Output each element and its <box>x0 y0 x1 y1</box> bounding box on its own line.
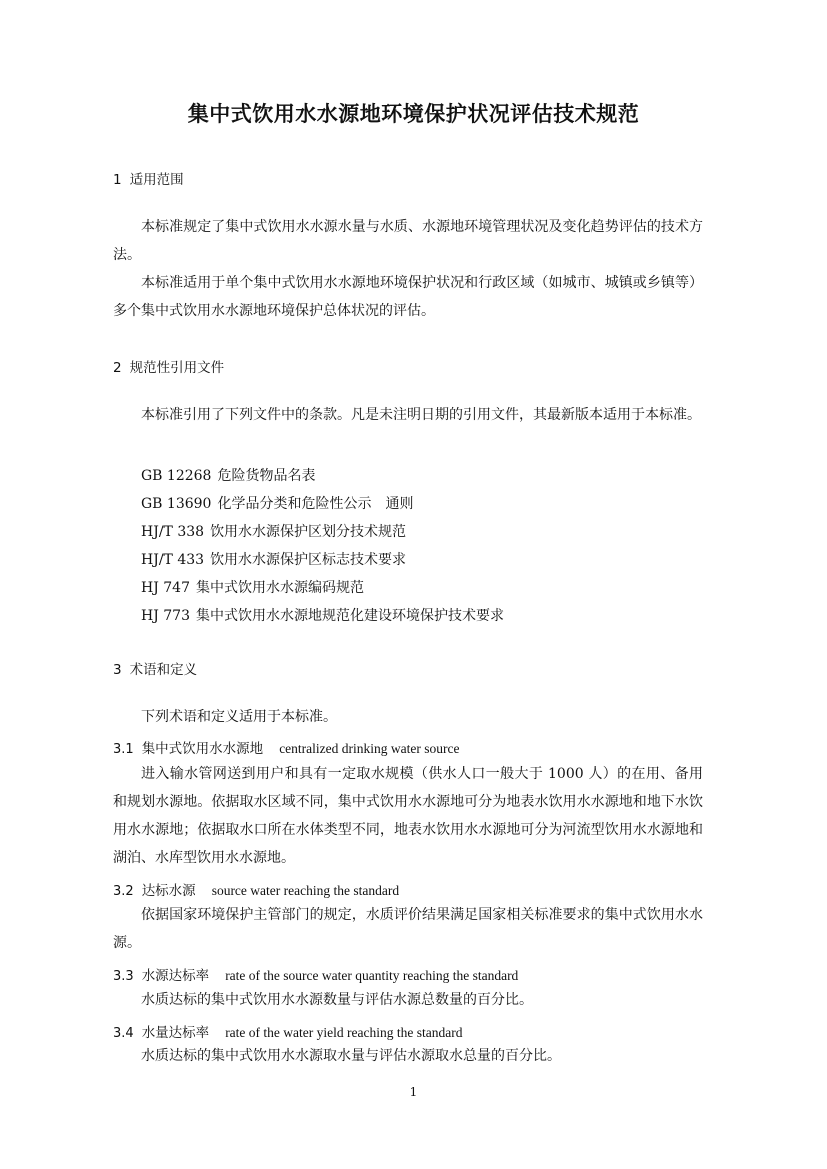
term-english: rate of the water yield reaching the standard <box>225 1025 463 1040</box>
reference-item <box>141 549 406 569</box>
term-chinese: 水量达标率 <box>141 1025 210 1041</box>
reference-code: GB 12268 <box>141 468 212 484</box>
reference-code: GB 13690 <box>141 496 212 512</box>
reference-item <box>141 577 364 597</box>
paragraph: 本标准适用于单个集中式饮用水水源地环境保护状况和行政区域（如城市、城镇或乡镇等）多个集中式饮用水水源地环境保护总体状况的评估。 <box>113 275 703 319</box>
section-number: 1 <box>113 172 122 188</box>
term-definition: 进入输水管网送到用户和具有一定取水规模（供水人口一般大于 1000 人）的在用、备用和规划水源地。依据取水区域不同，集中式饮用水水源地可分为地表水饮用水水源地和地下水饮用水水源地；依据取水口所在水体类型不同，地表水饮用水水源地可分为河流型饮用水水源地和湖泊、水库型饮用水水源地。 <box>113 766 703 866</box>
reference-item <box>141 605 504 625</box>
term-number: 3.3 <box>113 969 134 984</box>
term-number: 3.2 <box>113 884 134 899</box>
reference-code: HJ 773 <box>141 608 190 624</box>
reference-name: 集中式饮用水水源地规范化建设环境保护技术要求 <box>196 608 504 624</box>
term-heading <box>113 879 399 899</box>
term-heading <box>113 737 459 757</box>
term-number: 3.4 <box>113 1026 134 1041</box>
term-heading <box>113 964 518 984</box>
term-definition: 依据国家环境保护主管部门的规定，水质评价结果满足国家相关标准要求的集中式饮用水水源。 <box>113 907 703 951</box>
section-title: 术语和定义 <box>129 662 198 678</box>
reference-item <box>141 465 315 485</box>
section-title: 适用范围 <box>129 172 184 188</box>
term-english: rate of the source water quantity reaching the standard <box>225 968 519 983</box>
paragraph: 下列术语和定义适用于本标准。 <box>141 709 337 725</box>
section-title: 规范性引用文件 <box>129 360 225 376</box>
reference-code: HJ/T 338 <box>141 524 205 540</box>
section-heading-1 <box>113 168 184 188</box>
reference-item <box>141 521 406 541</box>
term-definition: 水质达标的集中式饮用水水源数量与评估水源总数量的百分比。 <box>141 992 533 1008</box>
section-number: 2 <box>113 360 122 376</box>
term-number: 3.1 <box>113 742 134 757</box>
term-chinese: 水源达标率 <box>141 968 210 984</box>
term-heading <box>113 1021 462 1041</box>
reference-name: 危险货物品名表 <box>217 468 316 484</box>
section-heading-3 <box>113 658 197 678</box>
reference-name: 化学品分类和危险性公示 通则 <box>217 496 414 512</box>
paragraph: 本标准规定了集中式饮用水水源水量与水质、水源地环境管理状况及变化趋势评估的技术方法。 <box>113 219 703 263</box>
document-title: 集中式饮用水水源地环境保护状况评估技术规范 <box>187 102 640 126</box>
reference-name: 集中式饮用水水源编码规范 <box>196 580 364 596</box>
section-heading-2 <box>113 356 224 376</box>
reference-name: 饮用水水源保护区划分技术规范 <box>210 524 407 540</box>
reference-name: 饮用水水源保护区标志技术要求 <box>210 552 407 568</box>
term-chinese: 达标水源 <box>141 883 196 899</box>
reference-code: HJ 747 <box>141 580 190 596</box>
section-number: 3 <box>113 662 122 678</box>
page-number: 1 <box>409 1085 418 1099</box>
reference-code: HJ/T 433 <box>141 552 205 568</box>
term-definition: 水质达标的集中式饮用水水源取水量与评估水源取水总量的百分比。 <box>141 1048 561 1064</box>
term-english: source water reaching the standard <box>211 883 400 898</box>
term-english: centralized drinking water source <box>279 741 460 756</box>
reference-item <box>141 493 413 513</box>
paragraph: 本标准引用了下列文件中的条款。凡是未注明日期的引用文件，其最新版本适用于本标准。 <box>141 407 701 423</box>
term-chinese: 集中式饮用水水源地 <box>141 741 264 757</box>
